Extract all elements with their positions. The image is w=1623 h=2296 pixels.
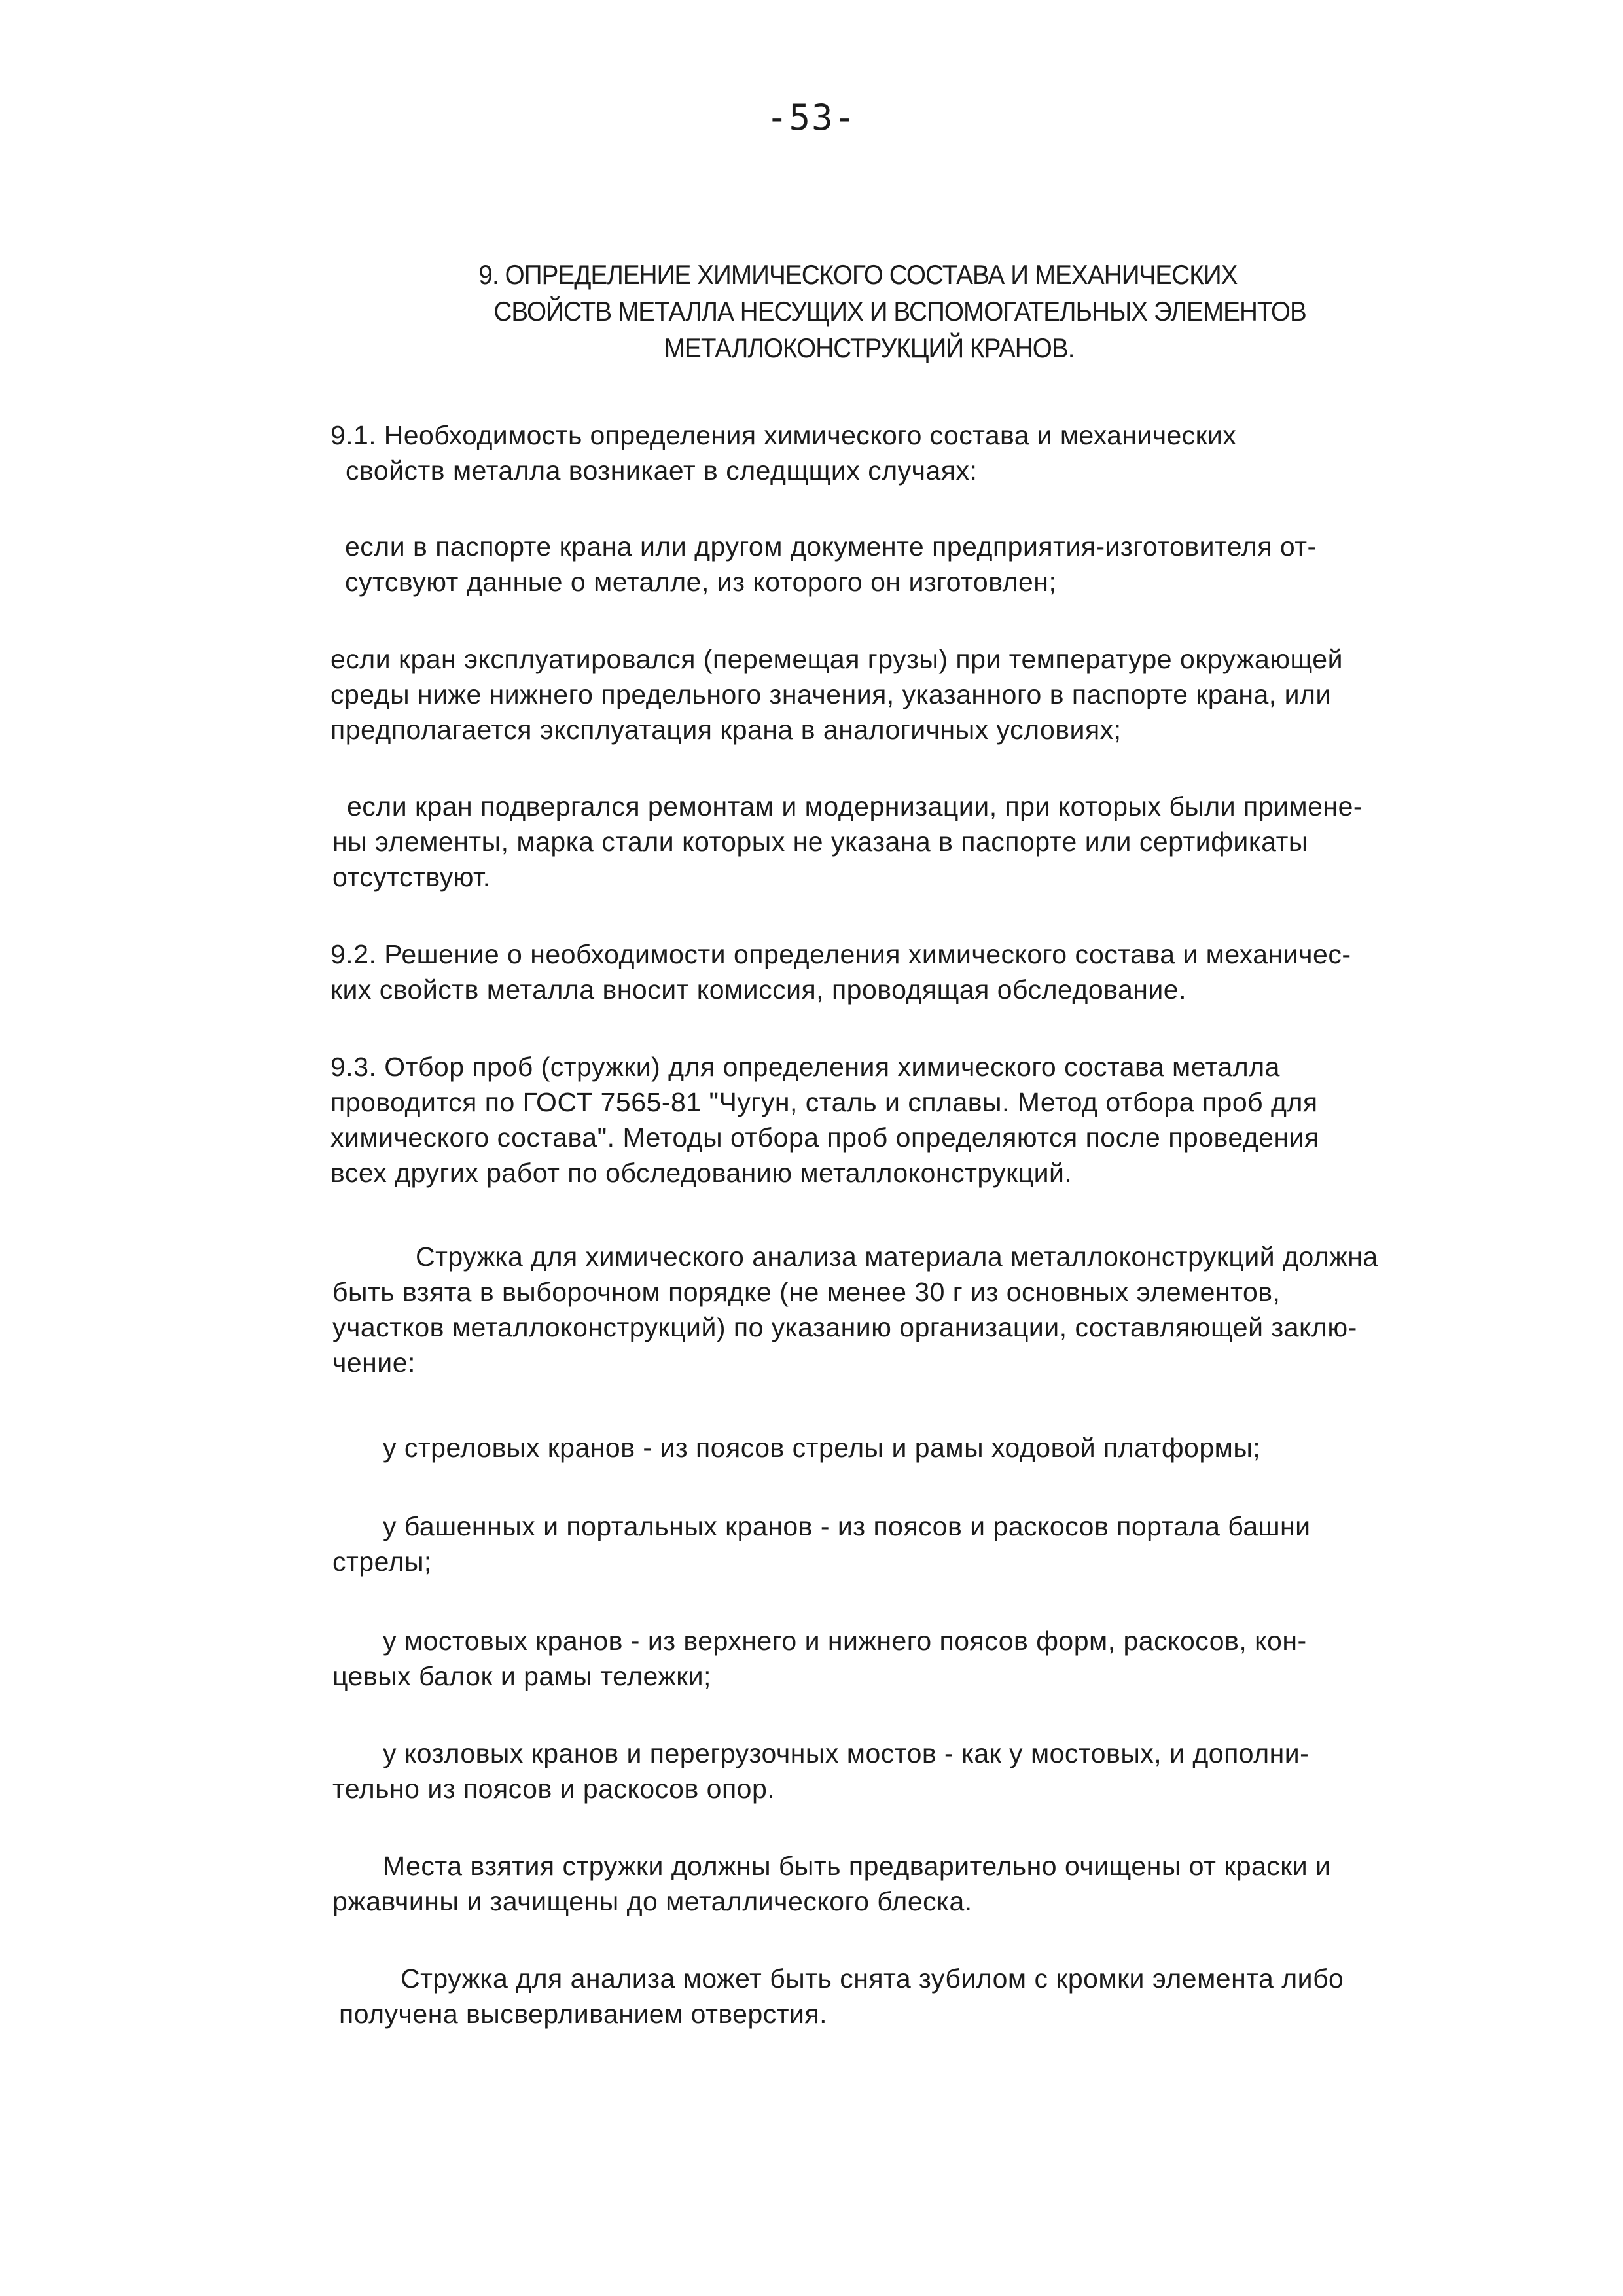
case-repairs-line-2: ны элементы, марка стали которых не указана в паспорте или сертификаты — [332, 827, 1308, 857]
case-repairs-line-1: если кран подвергался ремонтам и модернизации, при которых были примене- — [347, 791, 1363, 821]
case-temperature-line-2: среды ниже нижнего предельного значения, указанного в паспорте крана, или — [330, 679, 1331, 709]
sampling-line-4: чение: — [332, 1348, 416, 1378]
page-number: -53- — [766, 97, 857, 138]
item-gantry-cranes-line-2: тельно из поясов и раскосов опор. — [332, 1774, 776, 1804]
case-passport-line-1: если в паспорте крана или другом документе предприятия-изготовителя от- — [345, 531, 1317, 562]
cleaning-line-2: ржавчины и зачищены до металлического блеска. — [332, 1886, 972, 1916]
sampling-line-3: участков металлоконструкций) по указанию организации, составляющей заклю- — [332, 1312, 1357, 1342]
heading-line-2: СВОЙСТВ МЕТАЛЛА НЕСУЩИХ И ВСПОМОГАТЕЛЬНЫХ ЭЛЕМЕНТОВ — [493, 296, 1306, 327]
sampling-line-1: Стружка для химического анализа материала металлоконструкций должна — [416, 1242, 1378, 1272]
paragraph-9-3-line-2: проводится по ГОСТ 7565-81 "Чугун, сталь и сплавы. Метод отбора проб для — [330, 1087, 1318, 1117]
paragraph-9-2-line-1: 9.2. Решение о необходимости определения химического состава и механичес- — [330, 939, 1351, 969]
item-jib-cranes-line-1: у стреловых кранов - из поясов стрелы и рамы ходовой платформы; — [383, 1433, 1261, 1463]
case-repairs-line-3: отсутствуют. — [332, 862, 491, 892]
case-temperature-line-1: если кран эксплуатировался (перемещая грузы) при температуре окружающей — [330, 644, 1343, 674]
case-temperature-line-3: предполагается эксплуатация крана в аналогичных условиях; — [330, 715, 1122, 745]
item-tower-cranes-line-2: стрелы; — [332, 1547, 432, 1577]
heading-line-3: МЕТАЛЛОКОНСТРУКЦИЙ КРАНОВ. — [664, 332, 1075, 363]
paragraph-9-3-line-4: всех других работ по обследованию металлоконструкций. — [330, 1158, 1073, 1188]
item-tower-cranes-line-1: у башенных и портальных кранов - из поясов и раскосов портала башни — [383, 1511, 1311, 1541]
paragraph-9-3-line-1: 9.3. Отбор проб (стружки) для определения химического состава металла — [330, 1052, 1280, 1082]
item-bridge-cranes-line-1: у мостовых кранов - из верхнего и нижнего поясов форм, раскосов, кон- — [383, 1626, 1307, 1656]
cleaning-line-1: Места взятия стружки должны быть предварительно очищены от краски и — [383, 1851, 1331, 1881]
extraction-line-1: Стружка для анализа может быть снята зубилом с кромки элемента либо — [401, 1964, 1344, 1994]
paragraph-9-3-line-3: химического состава". Методы отбора проб определяются после проведения — [330, 1122, 1319, 1153]
item-gantry-cranes-line-1: у козловых кранов и перегрузочных мостов - как у мостовых, и дополни- — [383, 1738, 1310, 1768]
item-bridge-cranes-line-2: цевых балок и рамы тележки; — [332, 1661, 711, 1691]
paragraph-9-1-line-1: 9.1. Необходимость определения химического состава и механических — [330, 420, 1237, 450]
sampling-line-2: быть взята в выборочном порядке (не менее 30 г из основных элементов, — [332, 1277, 1281, 1307]
extraction-line-2: получена высверливанием отверстия. — [339, 1999, 828, 2029]
heading-line-1: 9. ОПРЕДЕЛЕНИЕ ХИМИЧЕСКОГО СОСТАВА И МЕХАНИЧЕСКИХ — [478, 259, 1238, 290]
paragraph-9-1-line-2: свойств металла возникает в следщщих случаях: — [346, 456, 978, 486]
paragraph-9-2-line-2: ких свойств металла вносит комиссия, проводящая обследование. — [330, 975, 1186, 1005]
case-passport-line-2: сутсвуют данные о металле, из которого он изготовлен; — [345, 567, 1057, 597]
